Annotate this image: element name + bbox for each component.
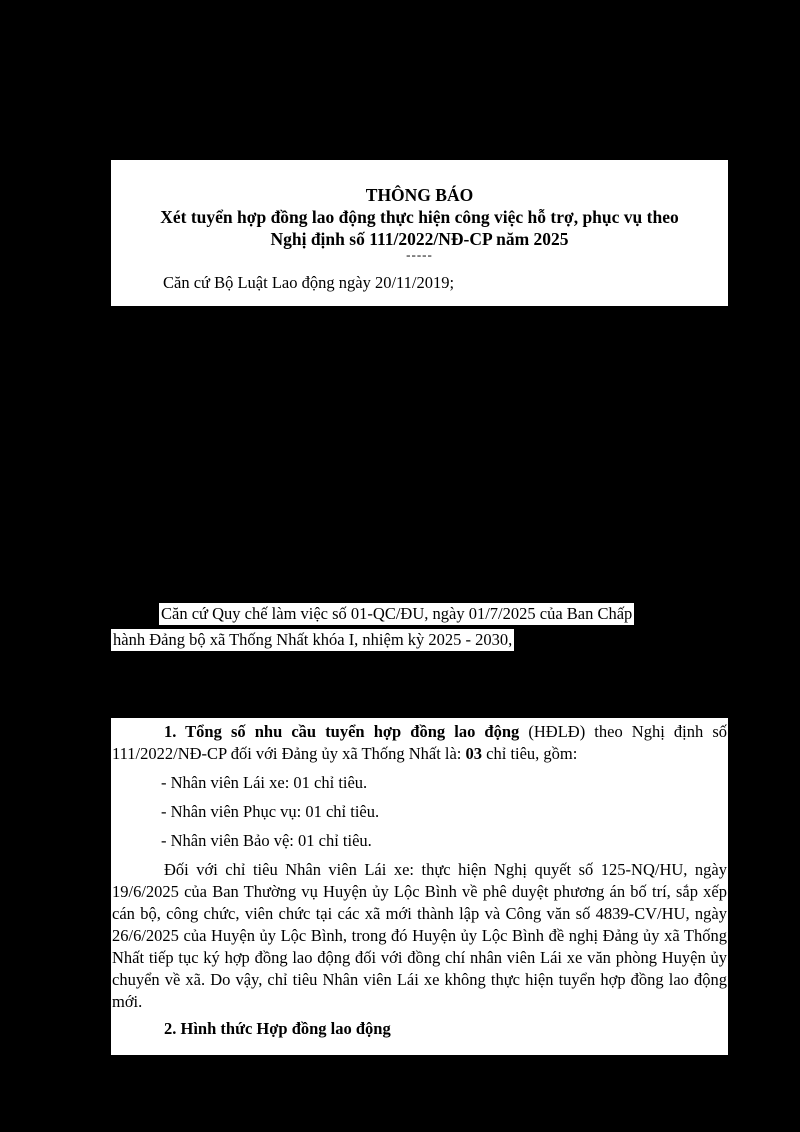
section1-intro (111, 721, 728, 765)
list-item: - Nhân viên Lái xe: 01 chỉ tiêu. (161, 773, 368, 792)
section1-text-end: chỉ tiêu, gồm: (482, 744, 578, 763)
section1-count: 03 (465, 744, 483, 763)
section-1 (111, 718, 728, 1055)
section1-text: (HĐLĐ) theo Nghị định số 111/2022/NĐ-CP đối với Đảng ủy xã Thống Nhất là: (112, 722, 727, 763)
section2-heading: 2. Hình thức Hợp đồng lao động (164, 1019, 391, 1038)
notice-subtitle-line1: Xét tuyển hợp đồng lao động thực hiện công việc hỗ trợ, phục vụ theo (160, 207, 679, 227)
notice-subtitle-line2: Nghị định số 111/2022/NĐ-CP năm 2025 (270, 229, 569, 249)
notice-header (111, 160, 728, 306)
list-item: - Nhân viên Phục vụ: 01 chỉ tiêu. (161, 802, 380, 821)
driver-note: Đối với chỉ tiêu Nhân viên Lái xe: thực hiện Nghị quyết số 125-NQ/HU, ngày 19/6/2025 của Ban Thường vụ Huyện ủy Lộc Bình về phê duyệt phương án bố trí, sắp xếp cán bộ, công chức, viên chức tại các xã mới thành lập và Công văn số 4839-CV/HU, ngày 26/6/2025 của Huyện ủy Lộc Bình, trong đó Huyện ủy Lộc Bình đề nghị Đảng ủy xã Thống Nhất tiếp tục ký hợp đồng lao động đối với đồng chí nhân viên Lái xe văn phòng Huyện ủy chuyển về xã. Do vậy, chỉ tiêu Nhân viên Lái xe không thực hiện tuyển hợp đồng lao động mới. (112, 860, 727, 1011)
title-separator: ----- (406, 247, 433, 262)
list-item: - Nhân viên Bảo vệ: 01 chỉ tiêu. (161, 831, 372, 850)
section1-heading: 1. Tổng số nhu cầu tuyển hợp đồng lao động (164, 722, 520, 741)
notice-title: THÔNG BÁO (365, 185, 474, 205)
basis-labor-code: Căn cứ Bộ Luật Lao động ngày 20/11/2019; (163, 273, 455, 292)
basis-regulation-line2: hành Đảng bộ xã Thống Nhất khóa I, nhiệm kỳ 2025 - 2030, (113, 630, 513, 649)
basis-regulation-line1: Căn cứ Quy chế làm việc số 01-QC/ĐU, ngày 01/7/2025 của Ban Chấp (161, 604, 633, 623)
